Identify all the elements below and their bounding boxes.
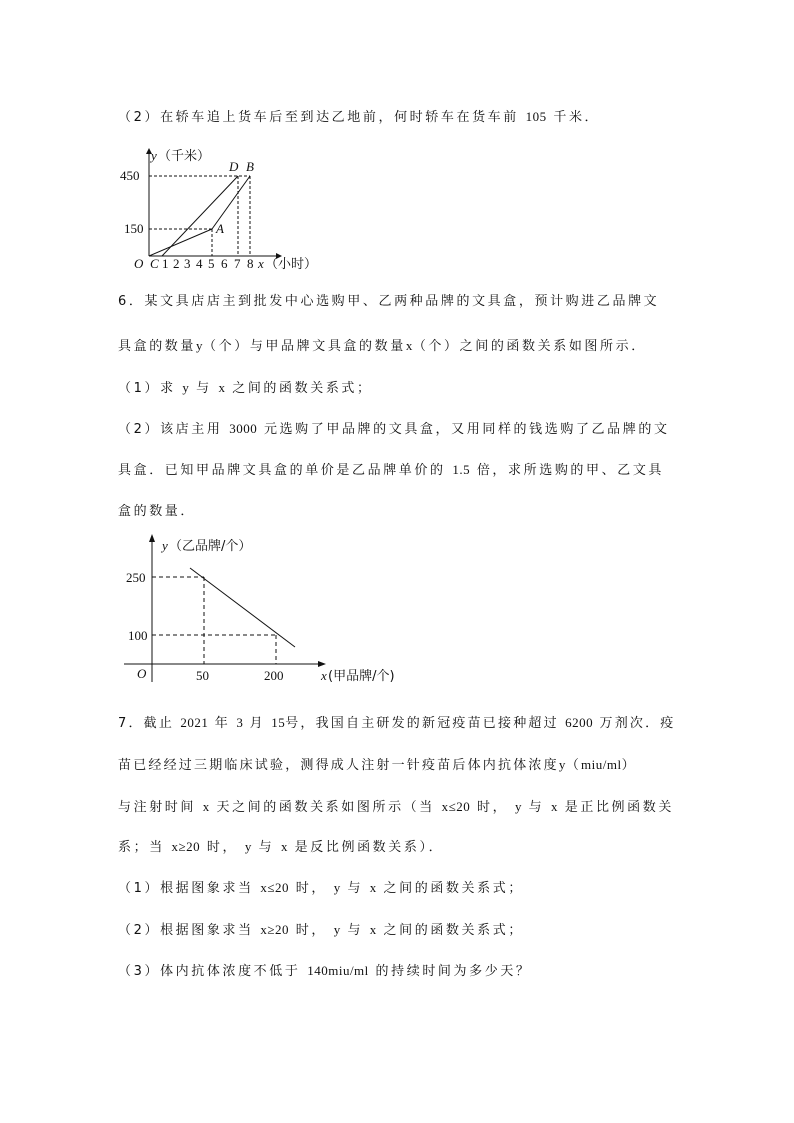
x-axis-arrow [318,661,326,667]
q6-part2-line-1: （2）该店主用 3000 元选购了甲品牌的文具盒，又用同样的钱选购了乙品牌的文 [118,421,670,437]
origin-label: O [134,256,144,271]
x-tick-2: 2 [173,256,180,271]
y-label-var: y [151,148,157,163]
brand-quantity-graph [118,532,438,692]
q7-part3: （3）体内抗体浓度不低于 140miu/ml 的持续时间为多少天？ [118,963,532,979]
point-B-label: B [246,159,254,174]
q7-line-2: 苗已经经过三期临床试验，测得成人注射一针疫苗后体内抗体浓度y（miu/ml） [118,757,637,773]
distance-time-graph [112,140,342,275]
x-tick-8: 8 [247,256,254,271]
segment-CD [162,176,238,256]
y-axis-arrow [149,534,155,542]
point-D-label: D [229,159,239,174]
y-tick-150: 150 [124,221,144,236]
x-label-unit: （小时） [265,257,318,272]
x-tick-7: 7 [234,256,241,271]
y-label-unit: （乙品牌/个） [169,539,252,554]
origin-label: O [137,666,147,681]
y-label-unit: （千米） [158,149,211,164]
q7-line-1: 7．截止 2021 年 3 月 15号，我国自主研发的新冠疫苗已接种超过 6200 万剂次．疫 [118,715,676,731]
x-tick-6: 6 [221,256,228,271]
x-label-unit: (甲品牌/个) [328,669,395,684]
q6-part2-line-2: 具盒．已知甲品牌文具盒的单价是乙品牌单价的 1.5 倍，求所选购的甲、乙文具 [118,462,665,478]
x-tick-200: 200 [264,668,284,683]
y-tick-100: 100 [128,628,148,643]
y-tick-250: 250 [126,570,146,585]
x-label-var: x [321,668,327,683]
function-line [190,568,295,647]
q6-part1: （1）求 y 与 x 之间的函数关系式； [118,380,373,396]
segment-OA [149,229,212,256]
x-tick-3: 3 [184,256,191,271]
y-tick-450: 450 [120,168,140,183]
q7-part2: （2）根据图象求当 x≥20 时， y 与 x 之间的函数关系式； [118,922,524,938]
q6-part2-line-3: 盒的数量． [118,504,197,519]
x-tick-4: 4 [196,256,203,271]
q7-line-3: 与注射时间 x 天之间的函数关系如图所示（当 x≤20 时， y 与 x 是正比例函数关 [118,799,674,815]
point-A-label: A [216,221,224,236]
q5-part2-text: （2）在轿车追上货车后至到达乙地前，何时轿车在货车前 105 千米． [118,109,601,125]
x-label-var: x [258,256,264,271]
x-tick-5: 5 [208,256,215,271]
point-C-label: C [150,256,159,271]
q6-line-1: 6．某文具店店主到批发中心选购甲、乙两种品牌的文具盒，预计购进乙品牌文 [118,294,660,309]
q7-part1: （1）根据图象求当 x≤20 时， y 与 x 之间的函数关系式； [118,880,524,896]
x-tick-1: 1 [162,256,169,271]
x-tick-50: 50 [196,668,209,683]
y-label-var: y [162,538,168,553]
q7-line-4: 系；当 x≥20 时， y 与 x 是反比例函数关系）． [118,839,445,855]
q6-line-2: 具盒的数量y（个）与甲品牌文具盒的数量x（个）之间的函数关系如图所示． [118,338,647,354]
